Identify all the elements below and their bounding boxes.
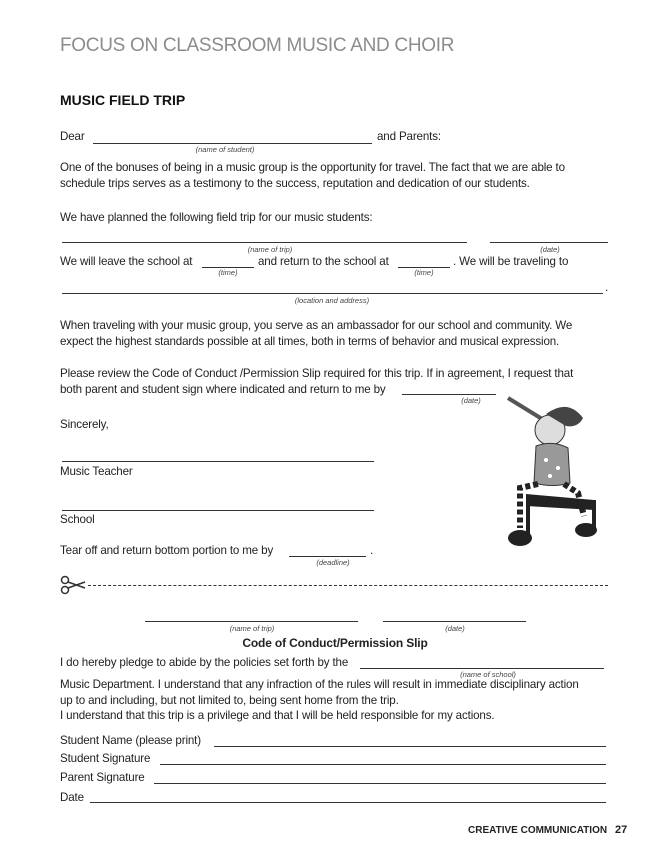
deadline-label: (deadline) [316,558,350,567]
date-field-label: Date [60,791,84,804]
name-of-trip-label: (name of trip) [247,245,293,254]
student-signature-label: Student Signature [60,752,151,765]
tear-off-text: Tear off and return bottom portion to me by [60,544,274,557]
return-by-date-blank[interactable] [402,394,496,395]
paragraph-line: Please review the Code of Conduct /Permission Slip required for this trip. If in agreement, I request that [60,367,574,380]
date-field[interactable] [90,802,606,803]
parent-signature-label: Parent Signature [60,771,145,784]
trip-date-blank[interactable] [490,242,608,243]
paragraph-line: both parent and student sign where indicated and return to me by [60,383,386,396]
school-label: School [60,513,95,526]
tear-off-line [88,585,608,586]
paragraph-line: We have planned the following field trip for our music students: [60,211,373,224]
paragraph-line: schedule trips serves as a testimony to the success, reputation and dedication of our students. [60,177,530,190]
slip-date-blank[interactable] [383,621,526,622]
footer-section: CREATIVE COMMUNICATION [468,825,608,836]
school-name-blank[interactable] [360,668,604,669]
date-label: (date) [461,396,481,405]
paragraph-line: When traveling with your music group, you serve as an ambassador for our school and community. We [60,319,573,332]
name-of-trip-label: (name of trip) [229,624,275,633]
slip-line: I understand that this trip is a privilege and that I will be held responsible for my actions. [60,709,495,722]
school-blank[interactable] [62,510,374,511]
date-label: (date) [540,245,560,254]
pledge-text: I do hereby pledge to abide by the policies set forth by the [60,656,349,669]
trip-name-blank[interactable] [62,242,467,243]
scissors-icon [60,575,86,595]
teacher-signature-blank[interactable] [62,461,374,462]
time-label: (time) [218,268,238,277]
paragraph-line: expect the highest standards possible at all times, both in terms of behavior and musical expression. [60,335,560,348]
slip-line: Music Department. I understand that any infraction of the rules will result in immediate disciplinary action [60,678,579,691]
slip-line: up to and including, but not limited to, being sent home from the trip. [60,694,399,707]
period: . [370,544,374,557]
parent-signature-field[interactable] [154,783,606,784]
page-header-title: FOCUS ON CLASSROOM MUSIC AND CHOIR [60,35,455,56]
student-name-label: Student Name (please print) [60,734,201,747]
location-label: (location and address) [294,296,370,305]
sincerely-text: Sincerely, [60,418,109,431]
leave-text: We will leave the school at [60,255,193,268]
student-name-field[interactable] [214,746,606,747]
paragraph-line: One of the bonuses of being in a music group is the opportunity for travel. The fact that we are able to [60,161,565,174]
slip-title: Code of Conduct/Permission Slip [242,636,428,650]
name-of-school-label: (name of school) [460,670,516,679]
period: . [605,281,609,294]
section-title: MUSIC FIELD TRIP [60,92,186,108]
name-of-student-label: (name of student) [195,145,255,154]
music-teacher-label: Music Teacher [60,465,133,478]
slip-trip-name-blank[interactable] [145,621,358,622]
location-blank[interactable] [62,293,603,294]
student-name-blank[interactable] [93,143,372,144]
and-parents-text: and Parents: [377,130,441,143]
return-text: and return to the school at [258,255,389,268]
dear-text: Dear [60,130,85,143]
student-signature-field[interactable] [160,764,606,765]
deadline-blank[interactable] [289,556,366,557]
page-number: 27 [615,824,628,836]
flute-child-illustration [498,388,616,553]
time-label: (time) [414,268,434,277]
traveling-text: . We will be traveling to [453,255,569,268]
date-label: (date) [445,624,465,633]
